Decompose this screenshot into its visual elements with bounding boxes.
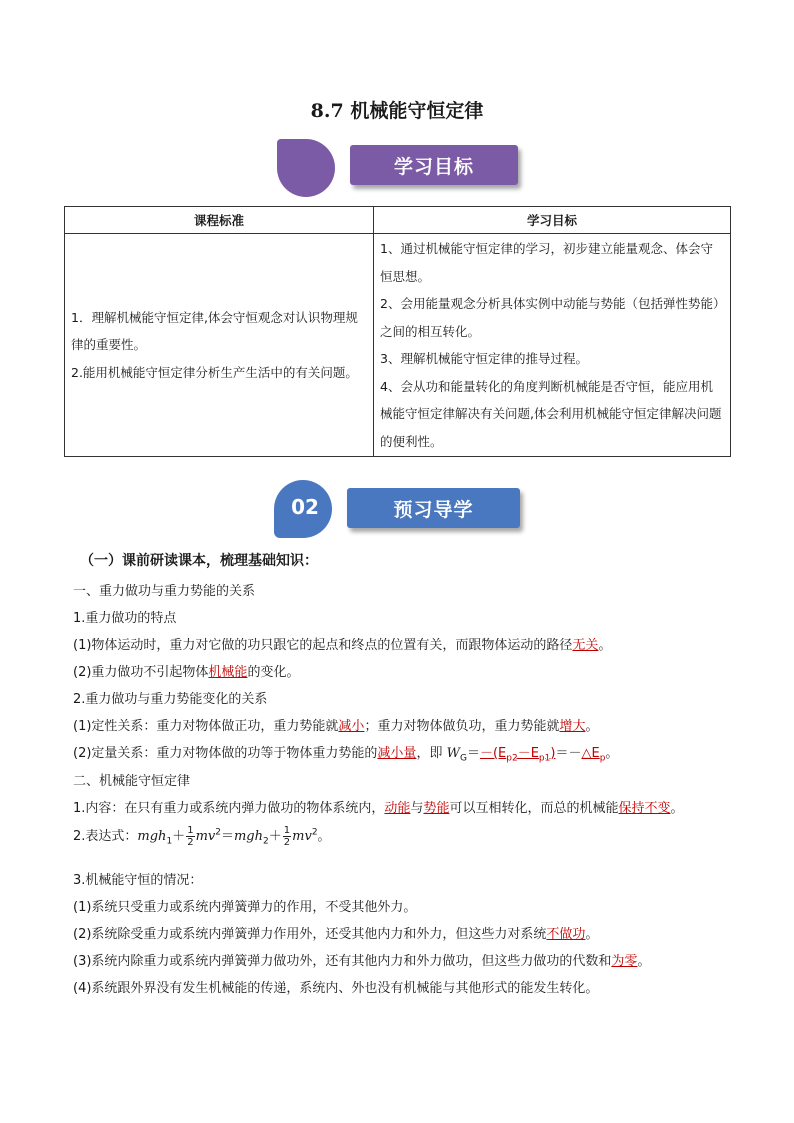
goals-table	[64, 206, 731, 457]
standard-item: 1．理解机械能守恒定律,体会守恒观念对认识物理规律的重要性。	[71, 309, 358, 353]
heading-conservation-law: 二、机械能守恒定律	[73, 774, 191, 789]
standard-item: 2.能用机械能守恒定律分析生产生活中的有关问题。	[71, 364, 358, 380]
text-line	[73, 950, 650, 969]
formula: ＋	[268, 829, 282, 844]
superscript: 2	[311, 827, 318, 838]
formula: mgh	[233, 829, 264, 844]
table-header-goals: 学习目标	[374, 207, 731, 234]
table-header-standard: 课程标准	[65, 207, 374, 234]
text: 。	[585, 927, 599, 942]
denominator: 2	[283, 837, 291, 848]
answer-blank	[581, 746, 606, 764]
subscript: p1	[538, 753, 551, 764]
answer-blank: 为零	[611, 954, 638, 969]
formula-line	[73, 825, 331, 848]
formula: －(E	[479, 746, 507, 761]
text: ，即	[416, 746, 447, 761]
answer-blank: 不做功	[546, 927, 586, 942]
answer-blank: 增大	[559, 719, 586, 734]
banner-label: 预习导学	[347, 488, 520, 528]
text: ＝－	[555, 746, 582, 761]
text: 。	[317, 829, 331, 844]
text-line	[73, 715, 598, 734]
learning-goals-banner	[277, 139, 522, 199]
subscript: p	[599, 753, 606, 764]
fraction	[186, 825, 194, 848]
text: 与	[410, 801, 424, 816]
subscript: p2	[506, 753, 518, 764]
text-line: (4)系统跟外界没有发生机械能的传递，系统内、外也没有机械能与其他形式的能发生转化。	[73, 981, 599, 996]
answer-blank: 保持不变	[618, 801, 671, 816]
standards-cell	[65, 234, 374, 457]
formula: ＋	[172, 829, 186, 844]
text-line	[73, 923, 598, 942]
heading-gravity-work: 一、重力做功与重力势能的关系	[73, 584, 256, 599]
formula: )	[550, 746, 556, 761]
sub-heading: 1.重力做功的特点	[73, 611, 177, 626]
text: (2)重力做功不引起物体	[73, 665, 209, 680]
formula-symbol: W	[446, 746, 460, 761]
text: 。	[605, 746, 619, 761]
text-line	[73, 742, 618, 764]
answer-blank: 势能	[423, 801, 450, 816]
subscript: 1	[166, 836, 173, 847]
superscript: 2	[215, 827, 221, 838]
subscript: G	[459, 753, 467, 764]
text-line: (1)系统只受重力或系统内弹簧弹力的作用，不受其他外力。	[73, 900, 417, 915]
text: 1.内容：在只有重力或系统内弹力做功的物体系统内，	[73, 801, 385, 816]
answer-blank	[479, 746, 556, 764]
text: 可以互相转化，而总的机械能	[449, 801, 619, 816]
fraction	[283, 825, 291, 848]
answer-blank: 机械能	[208, 665, 248, 680]
formula: －E	[517, 746, 539, 761]
section-heading: （一）课前研读课本，梳理基础知识：	[80, 553, 318, 569]
text: 。	[598, 638, 612, 653]
goals-cell	[374, 234, 731, 457]
text-line	[73, 797, 684, 816]
text: (3)系统内除重力或系统内弹簧弹力做功外，还有其他内力和外力做功，但这些力做功的代数和	[73, 954, 612, 969]
text: 。	[670, 801, 684, 816]
banner-number: 02	[291, 495, 319, 519]
text-line	[73, 634, 611, 653]
denominator: 2	[187, 837, 194, 848]
sub-heading: 3.机械能守恒的情况：	[73, 873, 203, 888]
sub-heading: 2.重力做功与重力势能变化的关系	[73, 692, 268, 707]
subscript: 2	[263, 836, 269, 847]
numerator: 1	[187, 825, 194, 836]
formula: mgh	[137, 829, 167, 844]
goal-item: 4、会从功和能量转化的角度判断机械能是否守恒，能应用机械能守恒定律解决有关问题,体会利用机械能守恒定律解决问题的便利性。	[380, 378, 722, 449]
answer-blank: 减小量	[377, 746, 417, 761]
text: 。	[637, 954, 651, 969]
text: (1)定性关系：重力对物体做正功，重力势能就	[73, 719, 339, 734]
banner-circle	[277, 139, 335, 197]
goal-item: 2、会用能量观念分析具体实例中动能与势能（包括弹性势能）之间的相互转化。	[380, 296, 720, 339]
numerator: 1	[283, 825, 291, 836]
text: (2)系统除受重力或系统内弹簧弹力作用外，还受其他内力和外力，但这些力对系统	[73, 927, 547, 942]
text: 。	[585, 719, 599, 734]
text: (1)物体运动时，重力对它做的功只跟它的起点和终点的位置有关，而跟物体运动的路径	[73, 638, 573, 653]
text: (2)定量关系：重力对物体做的功等于物体重力势能的	[73, 746, 378, 761]
text: 2.表达式：	[73, 829, 138, 844]
goal-item: 3、理解机械能守恒定律的推导过程。	[380, 351, 588, 366]
formula: mv	[292, 829, 312, 844]
answer-blank: 动能	[384, 801, 411, 816]
text-line	[73, 661, 299, 680]
formula: mv	[195, 829, 216, 844]
preview-guide-banner	[274, 480, 524, 542]
formula: △E	[581, 746, 600, 761]
answer-blank: 无关	[572, 638, 599, 653]
banner-label: 学习目标	[350, 145, 518, 185]
answer-blank: 减小	[338, 719, 365, 734]
text: ＝	[466, 746, 480, 761]
goal-item: 1、通过机械能守恒定律的学习，初步建立能量观念、体会守恒思想。	[380, 241, 713, 284]
text: 的变化。	[247, 665, 300, 680]
text: ；重力对物体做负功，重力势能就	[364, 719, 560, 734]
page-title: 8.7 机械能守恒定律	[310, 100, 484, 122]
formula: ＝	[220, 829, 234, 844]
